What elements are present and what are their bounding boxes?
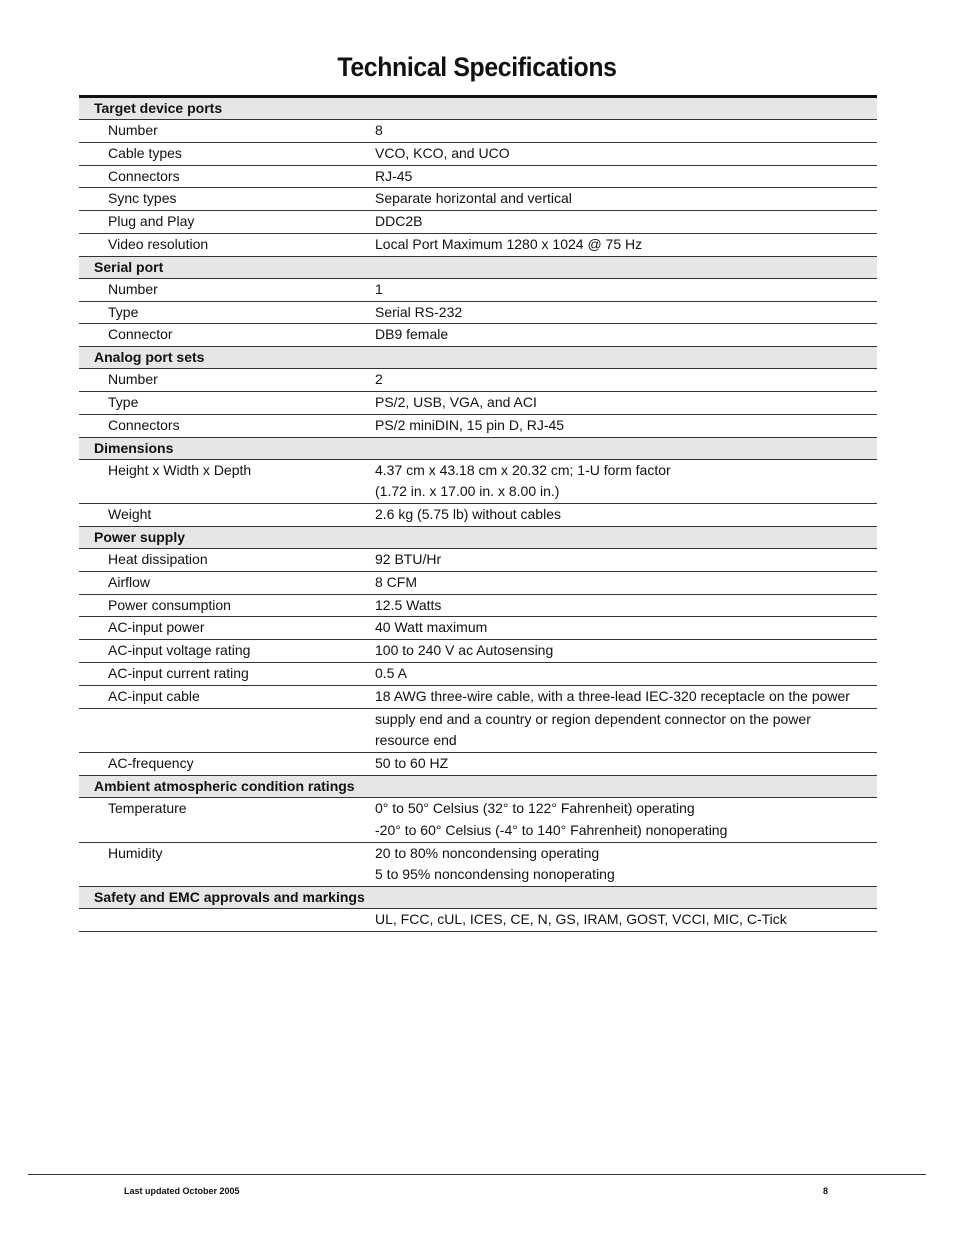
- spec-row: [79, 234, 877, 257]
- spec-value-line: 2: [375, 371, 383, 388]
- spec-value-line: supply end and a country or region dependent connector on the power: [375, 710, 811, 727]
- spec-value: [346, 392, 877, 414]
- spec-label: AC-input current rating: [108, 664, 249, 681]
- footer-last-updated: Last updated October 2005: [124, 1186, 240, 1196]
- spec-row: [79, 753, 877, 776]
- spec-label: Number: [108, 122, 158, 138]
- spec-value-line: Separate horizontal and vertical: [375, 190, 572, 207]
- spec-value: [346, 279, 877, 301]
- spec-value: [346, 549, 877, 571]
- spec-label: Connectors: [108, 167, 180, 184]
- spec-row: [79, 595, 877, 618]
- spec-label: Plug and Play: [108, 213, 195, 230]
- spec-value: [346, 686, 877, 708]
- spec-label: AC-input power: [108, 619, 205, 636]
- spec-value-line: PS/2 miniDIN, 15 pin D, RJ-45: [375, 416, 565, 433]
- spec-row: [79, 909, 877, 932]
- spec-value-line: 8 CFM: [375, 573, 417, 590]
- spec-row: [79, 798, 877, 843]
- spec-value: [346, 843, 877, 887]
- spec-value-line: 20 to 80% noncondensing operating: [375, 844, 600, 861]
- spec-value: [346, 663, 877, 685]
- spec-label: Heat dissipation: [108, 550, 208, 567]
- spec-value: [346, 709, 877, 753]
- spec-value-line: 100 to 240 V ac Autosensing: [375, 642, 554, 659]
- spec-value: [346, 460, 877, 504]
- spec-value-line: 5 to 95% noncondensing nonoperating: [375, 866, 615, 883]
- spec-value: [346, 302, 877, 324]
- spec-label: Height x Width x Depth: [108, 461, 252, 478]
- spec-value: [346, 120, 877, 142]
- spec-value-line: 40 Watt maximum: [375, 619, 488, 636]
- spec-label: Number: [108, 371, 158, 388]
- spec-label: AC-frequency: [108, 755, 194, 772]
- spec-label: Airflow: [108, 573, 151, 590]
- spec-value-line: resource end: [375, 732, 457, 749]
- spec-row: [79, 843, 877, 888]
- spec-row: [79, 166, 877, 189]
- spec-label: AC-input voltage rating: [108, 642, 251, 659]
- spec-label: [79, 709, 346, 753]
- section-header: Analog port sets: [79, 347, 877, 369]
- spec-row: [79, 504, 877, 527]
- spec-row: [79, 392, 877, 415]
- spec-row: [79, 663, 877, 686]
- spec-value-line: DDC2B: [375, 213, 423, 230]
- spec-value-line: Local Port Maximum 1280 x 1024 @ 75 Hz: [375, 235, 643, 252]
- section-header: Serial port: [79, 257, 877, 279]
- spec-row: [79, 686, 877, 709]
- spec-value: [346, 572, 877, 594]
- spec-row: [79, 143, 877, 166]
- spec-label: Video resolution: [108, 235, 209, 252]
- spec-value: [346, 753, 877, 775]
- section-header: Ambient atmospheric condition ratings: [79, 776, 877, 798]
- spec-value: [346, 166, 877, 188]
- spec-value: [346, 234, 877, 256]
- spec-value-line: DB9 female: [375, 326, 449, 343]
- spec-row: [79, 324, 877, 347]
- footer-divider: [28, 1174, 926, 1175]
- spec-label: Type: [108, 303, 139, 320]
- page-title: Technical Specifications: [337, 52, 617, 82]
- spec-value: [346, 143, 877, 165]
- footer-page-number: 8: [823, 1186, 829, 1196]
- spec-value-line: 2.6 kg (5.75 lb) without cables: [375, 506, 561, 523]
- spec-row: [79, 211, 877, 234]
- spec-row: [79, 188, 877, 211]
- spec-value-line: 8: [375, 122, 383, 138]
- spec-label: Humidity: [108, 844, 163, 861]
- spec-value: [346, 415, 877, 437]
- spec-label: Connectors: [108, 416, 180, 433]
- spec-row: [79, 460, 877, 505]
- spec-value: [346, 369, 877, 391]
- spec-label: Weight: [108, 506, 152, 523]
- spec-value: [346, 798, 877, 842]
- spec-value-line: 1: [375, 280, 383, 297]
- spec-value-line: RJ-45: [375, 167, 413, 184]
- spec-value-line: -20° to 60° Celsius (-4° to 140° Fahrenheit) nonoperating: [375, 821, 728, 838]
- spec-row: [79, 279, 877, 302]
- spec-value-line: 18 AWG three-wire cable, with a three-lead IEC-320 receptacle on the power: [375, 687, 850, 704]
- spec-value-line: 0° to 50° Celsius (32° to 122° Fahrenheit) operating: [375, 799, 695, 816]
- spec-row: [79, 709, 877, 754]
- spec-value: [346, 188, 877, 210]
- spec-value-line: UL, FCC, cUL, ICES, CE, N, GS, IRAM, GOST, VCCI, MIC, C-Tick: [375, 911, 787, 928]
- spec-value-line: 12.5 Watts: [375, 596, 442, 613]
- spec-table: [79, 95, 877, 932]
- spec-row: [79, 302, 877, 325]
- spec-value: [346, 324, 877, 346]
- spec-row: [79, 415, 877, 438]
- spec-value-line: Serial RS-232: [375, 303, 463, 320]
- spec-value-line: 92 BTU/Hr: [375, 550, 442, 567]
- spec-value: [346, 617, 877, 639]
- section-header: Dimensions: [79, 438, 877, 460]
- section-header: Target device ports: [79, 98, 877, 120]
- spec-value: [346, 909, 877, 931]
- spec-row: [79, 549, 877, 572]
- spec-value-line: 0.5 A: [375, 664, 407, 681]
- spec-label: AC-input cable: [108, 687, 200, 704]
- spec-row: [79, 120, 877, 143]
- spec-value: [346, 211, 877, 233]
- spec-label: Temperature: [108, 799, 187, 816]
- spec-label: [79, 909, 346, 931]
- spec-value-line: (1.72 in. x 17.00 in. x 8.00 in.): [375, 483, 560, 500]
- spec-label: Power consumption: [108, 596, 231, 613]
- section-header: Power supply: [79, 527, 877, 549]
- section-header: Safety and EMC approvals and markings: [79, 887, 877, 909]
- spec-row: [79, 617, 877, 640]
- spec-row: [79, 369, 877, 392]
- spec-value: [346, 595, 877, 617]
- spec-value-line: 50 to 60 HZ: [375, 755, 449, 772]
- spec-value-line: 4.37 cm x 43.18 cm x 20.32 cm; 1-U form factor: [375, 461, 671, 478]
- spec-label: Connector: [108, 326, 173, 343]
- spec-label: Sync types: [108, 190, 177, 207]
- spec-row: [79, 572, 877, 595]
- spec-value-line: VCO, KCO, and UCO: [375, 144, 510, 161]
- spec-value: [346, 504, 877, 526]
- spec-value: [346, 640, 877, 662]
- spec-label: Cable types: [108, 144, 182, 161]
- spec-label: Type: [108, 393, 139, 410]
- spec-value-line: PS/2, USB, VGA, and ACI: [375, 393, 537, 410]
- spec-row: [79, 640, 877, 663]
- spec-label: Number: [108, 280, 158, 297]
